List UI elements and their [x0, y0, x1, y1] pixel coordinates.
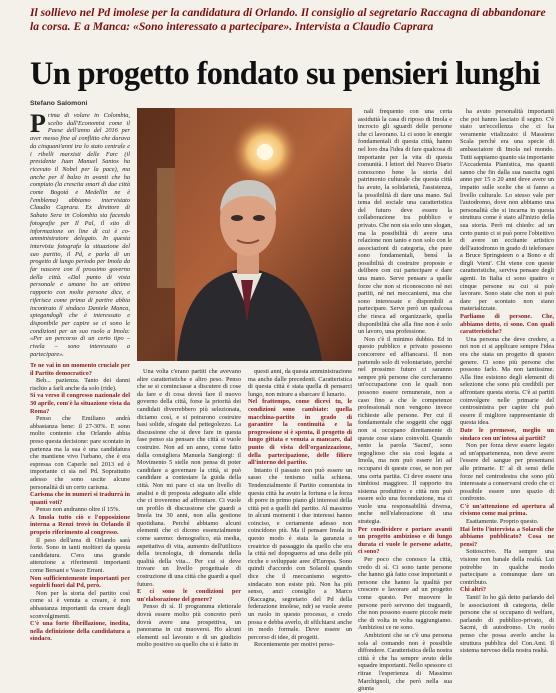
answer-paragraph: Non c'è il minimo dubbio. Ed in questo pubblico e privato possono concorrere ed affiancarsi. Il non partendo solo di volontariato, perché nel prossimo futuro ci saranno sempre più persone che cercheranno un'occupazione con le quali non possono essere remunerate, non a caso fino a che le competenze professionali non vengono invece richieste alle persone. Per cui il fondamentale che soggetti che oggi non si occupano direttamente di queste cose siano coinvolti. Quando sento la parola 'Sacmi', sono orgoglioso che sia così legata a Imola, ma non può essere lei ad occuparsi di queste cose, se non per una certa partita. Ci deve essere una simbiosi maggiore. Il rapporto tra sistema produttivo e città non può essere solo una fecondazione, ma ci vuole una responsabilità diversa, anche nell'elaborazione di una strategia.	[358, 335, 452, 526]
article-kicker: Il sollievo nel Pd imolese per la candidatura di Orlando. Il consiglio al segretario Raccagna di abbandonare la corsa. E a Manca: «Sono interessato a partecipare». Intervista a Claudio Caprara	[30, 6, 546, 33]
text-column-5	[460, 108, 554, 664]
portrait-illustration	[137, 108, 352, 361]
question-paragraph: A Imola tutto ciò e l'opposizione interna a Renzi trovò in Orlando il proprio riferimento al congresso.	[30, 513, 130, 537]
text-column-2	[137, 368, 241, 662]
text-column-4	[358, 108, 452, 693]
answer-paragraph: Penso non andranno oltre il 15%.	[36, 506, 120, 514]
answer-paragraph: questi anni, da questa amministrazione ma anche dalle precedenti. Caratteristica di questa città è stata quella di pensarci lungo, non mirare a sbarcare il lunario.	[248, 368, 352, 398]
question-paragraph: Te ne vai in un momento cruciale per il Partito democratico?	[30, 362, 130, 377]
article-intro	[30, 109, 130, 358]
article-headline: Un progetto fondato su pensieri lunghi	[30, 56, 540, 92]
question-paragraph: E ci sono le condizioni per un'elaborazione del genere?	[137, 588, 241, 603]
question-paragraph: Chi altri?	[460, 586, 487, 594]
question-paragraph: Per condividere e portare avanti un progetto ambizioso e di lungo durata ci vuole le persone adatte, ci sono?	[358, 525, 452, 556]
answer-paragraph: Esattamente. Proprio questo.	[466, 518, 539, 526]
answer-paragraph: Beh... pazienza. Tanto dei danni rischio a farli anche da solo (ride).	[30, 377, 130, 392]
portrait-photo	[137, 108, 352, 361]
answer-paragraph: Una volta c'erano partiti che avevano altre caratteristiche e altro peso. Penso che se si cominciasse a discutere di cose da fare e di cosa dovrà fare il nuovo governo della città, forse la priorità dei candidati diverrebbero più selezionata, diciamo così, e si potrarono costruire basi solide, sfogate dal pettegolezzo. La discussione che si deve fare in questa fase penso sia pensare che città si vuole costruire. Non ad un anno, come fatto dalla consigliera Manuela Sangiorgi: il Movimento 5 stelle non pensa di poter candidare a governare la città, si può candidare a contestare la guida della città. Non mi pare ci sia un livello di analisi e di proposta adeguato alle sfide che ci troveremo ad affrontare. Ci vuole un profilo di discussione che guardi a Imola tra 30 anni, non alla gestione quotidiana. Perché abbiamo alcuni elementi che ci dicono essenzialmente come saremo: demografico, età media, aspettativa di vita, aumento dell'utilizzo della tecnologia, di domanda della qualità della vita... Per cui si deve trovare un livello progettuale di costruzione di una città che guardi a quel futuro.	[137, 368, 241, 588]
answer-paragraph: Recentemente per motivi perso-	[254, 641, 335, 649]
answer-paragraph: ha avuto personalità importanti che poi hanno lasciato il segno. C'è stato un'eccellenza che ci ha veramente vitalizzato: il Massimo Scala perché era una specie di ambasciatore di Imola nel mondo. Tutti sappiamo quanto sia importante l'Accademia Pianistica, ma quanti sanno che fin dalla sua nascita ogni anno per 15 o 20 anni deve avere un impatto sulle scelte che si fanno a livello culturale. Lo stesso vale per l'autodromo, dove non abbiamo una personalità che si incarna in questa struttura come è stato all'inizio della sua storia. Però mi chiedo: ad un certo punto ci si può porre l'obiettivo di avere un eccitante artistico dell'autodromo in grado di telefonare a Bruce Springsteen o a Bono e di dirgli 'vieni'. Chi viene con queste caratteristiche, serviva pensare degli agenti. In Italia ci sono quattro o cinque persone su cui si può lavorare. Sono state che non si può dare per scontato non siano materializzate.	[460, 108, 554, 313]
question-paragraph: Date le premesse, meglio un sindaco con un'intesa ai partiti?	[460, 426, 554, 442]
answer-paragraph: Non per forza deve essere legato ad un'appartenenza, non deve avere l'essere del sangue per presentarsi alle primarie. E' al di sensi delle forze nel centrodestra che sono più interessate a conservarsi credo che ci possibile essere uno spazio di confronto.	[460, 442, 554, 503]
drop-cap: P	[30, 109, 46, 138]
text-column-3	[248, 368, 352, 662]
intro-text: rima di volare in Colombia, scelto dall'Economist come il Paese dell'anno del 2016 per aver messo fine al conflitto che durava da cinquant'anni tra lo stato centrale e i ribelli marxisti delle Farc (il presidente Juan Manuel Santos ha ricevuto il Nobel per la pace), ma anche per il balzo in avanti che ha compiuto (la crescita smart di due città come Bogotà e Medellin ne è l'emblema) abbiamo intervistato Claudio Caprara. Ex direttore di Sabato Sera in Colombia sta facendo fotografie per Il Pal, il sito di informazione on line di cui è co-amministratore delegato. In questa intervista fotografa la situazione del suo partito, il Pd, e parla di un progetto di lungo periodo per Imola da far nascere con il prossimo governo della città. «Dal punto di vista personale e umano ho un ottimo rapporto con molte persone dice, e riferisce come prima di partire abbia incontrato il sindaco Daniele Manca, spiegandogli che è interessato e disponibile per capire se ci sono le condizioni per un suo ruolo a Imola: «Per un percorso di un certo tipo – rivela – sono interessato a partecipare».	[30, 112, 130, 358]
text-column-1	[30, 362, 130, 662]
answer-paragraph: Tanti! Io ho già detto parlando del le associazioni di categoria, delle persone che si occupano di welfare, parlando di pubblico-privato, di Sacmi, di autodromo. Un ruolo penso che possa averlo anche la struttura pubblica del Con.Ami. Il sistema nervoso della nostra realtà.	[460, 594, 554, 655]
question-paragraph: Si va verso il congresso nazionale del 30 aprile, com'è la situazione vista da Roma?	[30, 392, 130, 415]
question-paragraph: Carisma che in numeri si tradurrà in quanti voti?	[30, 491, 130, 506]
question-paragraph: Non sufficientemente importanti per seguirli fuori dal Pd, però.	[30, 574, 130, 590]
answer-paragraph: Non per la storia del partito così come si è venuta a creare, è non abbastanza importanti da creare degli sconvolgimenti.	[30, 589, 130, 620]
question-paragraph: C'è una forte fibrillazione, inedita, nella definizione della candidatura a sindaco.	[30, 620, 130, 643]
answer-paragraph: Penso di sì. Il programma elettorale dovrà essere molto più concreto però dovrà avere una prospettiva, un panorama in cui muoversi. Ho alcuni elementi sul lavorato e di un giudizio molto positivo su quello che si è fatto in	[137, 603, 241, 649]
answer-paragraph: Penso che Emiliano andrà abbastanza bene: il 27-30%. E sono molto contento che Orlando abbia preso questa decisione: pare scontato in partenza ma la sua è una candidatura che mantiene vivo l'urbano, che è era espressa con Caperle nel 2013 ed è importante ci sia nel Pd. Soprattutto adesso che sono uscite alcune personalità di un certo carisma.	[30, 415, 130, 491]
question-paragraph: Nel frattempo, come dicevi tu, le condizioni sono cambiate: quella macchina-partito in grado di garantire la continuità e la progressione si è spenta, il progetto di lungo gittata e venuta a mancare, dal punto di vista dell'organizzazione, della partecipazione, delle filiere all'interno del partito.	[248, 398, 352, 467]
answer-paragraph: Una persona che deve credere, a noi non ci si applicare sempre l'idea era che stata un progetto di questo genere. Ci sono più persone che possono farlo. Ma non tantissime. Alla fine esistono degli elementi di selezione che sono più credibili per affrontare questa storia. C'è ai partiti coinvolgere nelle primarie del centrosinistra per capire chi può essere il migliore rappresentante di questa idea.	[460, 335, 554, 427]
answer-paragraph: Sottoscrivo. Ha sempre una visione non banale della realtà. Lui potrebbe in qualche modo partecipare a comunque dare un contributo.	[460, 548, 554, 586]
question-paragraph: Hai letto l'intervista a Solaroli che abbiamo pubblicato? Cosa ne pensi?	[460, 525, 554, 548]
question-paragraph: C'è un'attenzione ed apertura al civismo come mai prima.	[460, 502, 554, 518]
answer-paragraph: nali frequento con una certa assiduità la casa di riposo di Imola e incrocio gli sguardi delle persone che ci lavorano. Li ci sono le energie fondamentali di questa città, hanno nel loro dna l'idea di fare qualcosa di importante per la vita di questa comunità. I lettori del Nuovo Diario conoscono bene la storia del patrimonio culturale che questa città ha avuto, la solidarietà, l'assistenza, la possibilità di dare una mano. Sul tema del sociale una caratteristica del futuro deve essere la collaborazione tra pubblico e privato. Che non sia solo uno slogan, ma la possibilità di avere una relazione non tanto e non solo con le associazioni di categoria, che pure sono fondamentali, bensì la possibilità di costruire proposte e delibere con cui partecipare e dare una mano. Serve pensare a quelle forze che non si riconoscono né nei partiti, né nei meccanismi, ma che sono interessate e disponibili a partecipare. Serve però un qualcosa che riesca ad organizzarle, quella disponibilità che alla fine non è solo un lavoro, una professione.	[358, 108, 452, 336]
answer-paragraph: Il peso dell'area di Orlando sarà forte. Sono in tanti moltiori da questa candidatura. C'era una grande attenzione a riferimenti importanti come Bersani e Vasco Errani.	[30, 536, 130, 575]
answer-paragraph: Ambizioni che se c'è una persona sola al comando non è possibile diffondere. Caratteristica della nostra città è che ha sempre avuto delle squadre importanti. Nello spessore ci ritrae l'esperienza di Massimo Marchignoli, che però nella sua giunta	[358, 631, 452, 693]
question-paragraph: Parliamo di persone. Che, abbiamo detto, ci sono. Con quali caratteristiche?	[460, 313, 554, 336]
answer-paragraph: Intanto il passato non può essere un sasso che tenismo sulla schiena. Tendenzialmente il Partito comunista in questa città ha avuto la fortuna e la forza di porre in primo piano gli interessi della città poi a quelli del partito. Al massimo in alcuni momenti i due interessi hanno coinciso, e certamente adesso non coincidono più. Ma il pensare Imola in questo modo è stata la garanzia e creatrice di passaggio da quello che era la città nel dopoguerra ad una delle più ricche e sviluppate aree d'Europa. Sono quindi d'accordo con Solaroli quando dice che il meccanismo segreto-sindacato non esiste più. Non ha più senso, anzi consiglio a Marco (Raccagna, segretario del Pd della federazione imolese, ndr) se vuole avere un ruolo in questo processo, e credo possa e debba averlo, di sfilchiarsi anche in modo formale. Deve essere un percorso di idee, di progetti.	[248, 466, 352, 641]
answer-paragraph: Per poco che conosco la città, credo di sì. Ci sono tante persone che hanno già fatto cose importanti e persone che hanno la qualità per crescere e lavorare ad un progetto come questo. Per muovere le persone però servono dei traguardi, che non possono essere piccole mete che di volta in volta raggiungiamo. Ambiziosi ce ne sono.	[358, 556, 452, 632]
article-byline: Stefano Salomoni	[30, 100, 88, 107]
